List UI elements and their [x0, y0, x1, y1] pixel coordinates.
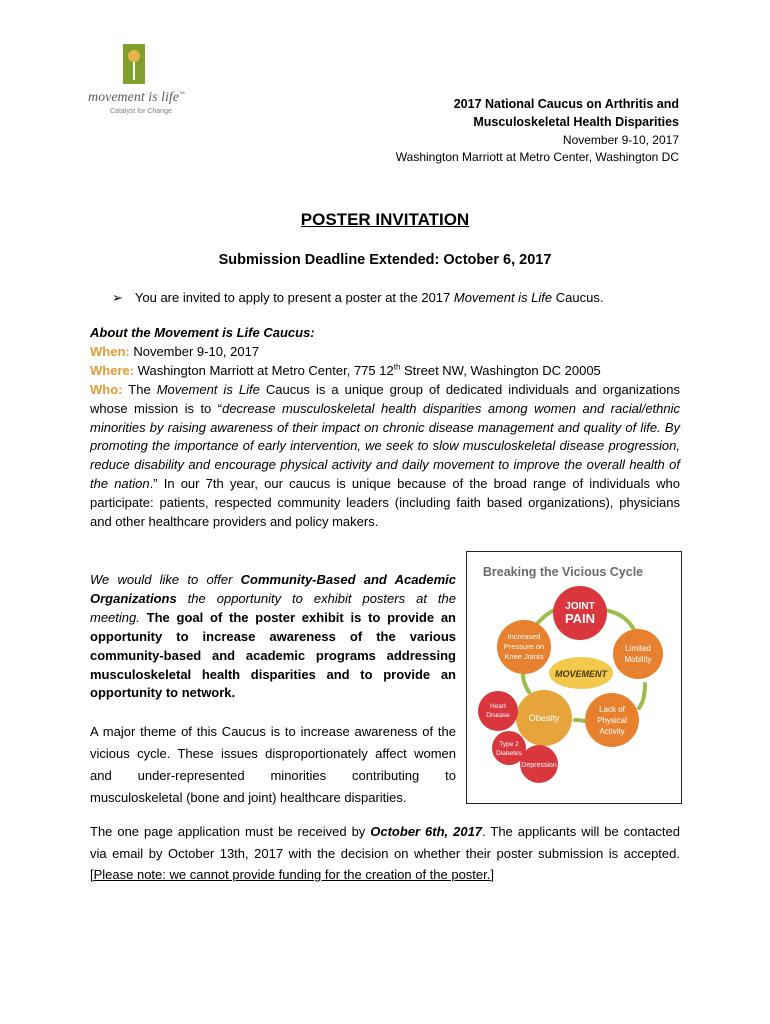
application-paragraph: [90, 821, 680, 886]
invite-em: Movement is Life: [453, 290, 553, 305]
invite-bullet: [112, 290, 603, 306]
pressure-label-3: Knee Joints: [504, 652, 544, 661]
tree-icon: [123, 44, 145, 84]
application-date: October 6th, 2017: [370, 824, 483, 839]
page-title: POSTER INVITATION: [300, 210, 470, 229]
pressure-label-1: Increased: [507, 632, 541, 641]
movement-label: MOVEMENT: [554, 669, 608, 679]
offer-paragraph: [90, 571, 456, 703]
funding-note: [Please note: we cannot provide funding for the creation of the poster.]: [90, 867, 494, 882]
offer-mid: the opportunity to exhibit posters at the meeting.: [90, 590, 456, 625]
movement-is-life-logo: [88, 42, 200, 122]
pressure-label-2: Pressure on: [503, 642, 545, 651]
where-post: Street NW, Washington DC 20005: [400, 362, 601, 378]
submission-deadline: Submission Deadline Extended: October 6, 2017: [218, 252, 552, 268]
heart-disease-node: [478, 691, 518, 731]
header-dates: November 9-10, 2017: [562, 133, 679, 147]
about-heading: About the Movement is Life Caucus:: [90, 325, 315, 340]
limited-label-1: Limited: [625, 644, 651, 653]
who-label: Who:: [90, 381, 123, 397]
header-line-1: 2017 National Caucus on Arthritis and: [453, 97, 679, 111]
who-post: .” In our 7th year, our caucus is unique because of the broad range of individuals who participate: patients, respected community leaders (including faith based organizations), physicians and other healthcare providers and policy makers.: [90, 476, 680, 530]
about-section: [90, 324, 680, 532]
offer-orgs: Community-Based and Academic Organizations: [90, 572, 456, 606]
application-pre: The one page application must be received by: [90, 824, 371, 839]
logo-wordmark: movement is life: [88, 90, 179, 105]
limited-mobility-node: [613, 629, 663, 679]
where-label: Where:: [90, 362, 135, 378]
application-mid: . The applicants will be contacted via email by October 13th, 2017 with the decision on whether their poster submission is accepted.: [90, 824, 680, 861]
heart-label-1: Heart: [490, 703, 506, 710]
heart-label-2: Disease: [486, 712, 510, 719]
when-value: November 9-10, 2017: [129, 343, 260, 359]
obesity-label: Obesity: [528, 713, 560, 723]
arrow-bullet-icon: ➢: [112, 290, 123, 305]
offer-pre: We would like to offer: [90, 572, 241, 587]
invite-post: Caucus.: [552, 290, 604, 305]
when-label: When:: [90, 343, 130, 359]
diabetes-label-2: Diabetes: [496, 750, 522, 757]
lack-label-1: Lack of: [599, 705, 625, 714]
diabetes-label-1: Type 2: [499, 741, 519, 748]
lack-label-2: Physical: [597, 716, 627, 725]
where-sup: th: [393, 362, 401, 372]
limited-label-2: Mobility: [624, 655, 652, 664]
header-line-2: Musculoskeletal Health Disparities: [473, 115, 679, 129]
logo-tm: ™: [178, 91, 185, 98]
lack-label-3: Activity: [599, 727, 625, 736]
pain-label: PAIN: [564, 611, 596, 626]
header-venue: Washington Marriott at Metro Center, Washington DC: [395, 150, 679, 164]
invite-text: You are invited to apply to present a poster at the 2017: [134, 290, 454, 305]
diagram-title: Breaking the Vicious Cycle: [482, 565, 644, 579]
mission-quote: decrease musculoskeletal health disparities among women and racial/ethnic minorities by raising awareness of their impact on chronic disease management and quality of life. By promoting the importance of early intervention, we seek to slow musculoskeletal disease progression, reduce disability and encourage physical activity and daily movement to improve the overall health of the nation: [90, 400, 681, 492]
logo-tagline: Catalyst for Change: [110, 108, 172, 115]
offer-goal: The goal of the poster exhibit is to provide an opportunity to increase awareness of the various community-based and academic programs addressing musculoskeletal health disparities and to provide an opportunity to network.: [90, 609, 456, 701]
who-text: Caucus is a unique group of dedicated individuals and organizations whose mission is to “: [90, 381, 681, 416]
arrow-1-icon: [605, 610, 635, 632]
arrow-2-icon: [639, 684, 645, 708]
joint-label: JOINT: [565, 601, 595, 612]
where-value: Washington Marriott at Metro Center, 775 12: [134, 362, 394, 378]
who-pre: The: [122, 381, 157, 397]
vicious-cycle-diagram: [466, 551, 682, 804]
theme-paragraph: A major theme of this Caucus is to increase awareness of the vicious cycle. These issues disproportionately affect women and under-represented minorities contributing to musculoskeletal (bone and joint) healthcare disparities.: [90, 724, 456, 805]
depression-label: Depression: [521, 762, 557, 769]
who-em: Movement is Life: [156, 381, 260, 397]
